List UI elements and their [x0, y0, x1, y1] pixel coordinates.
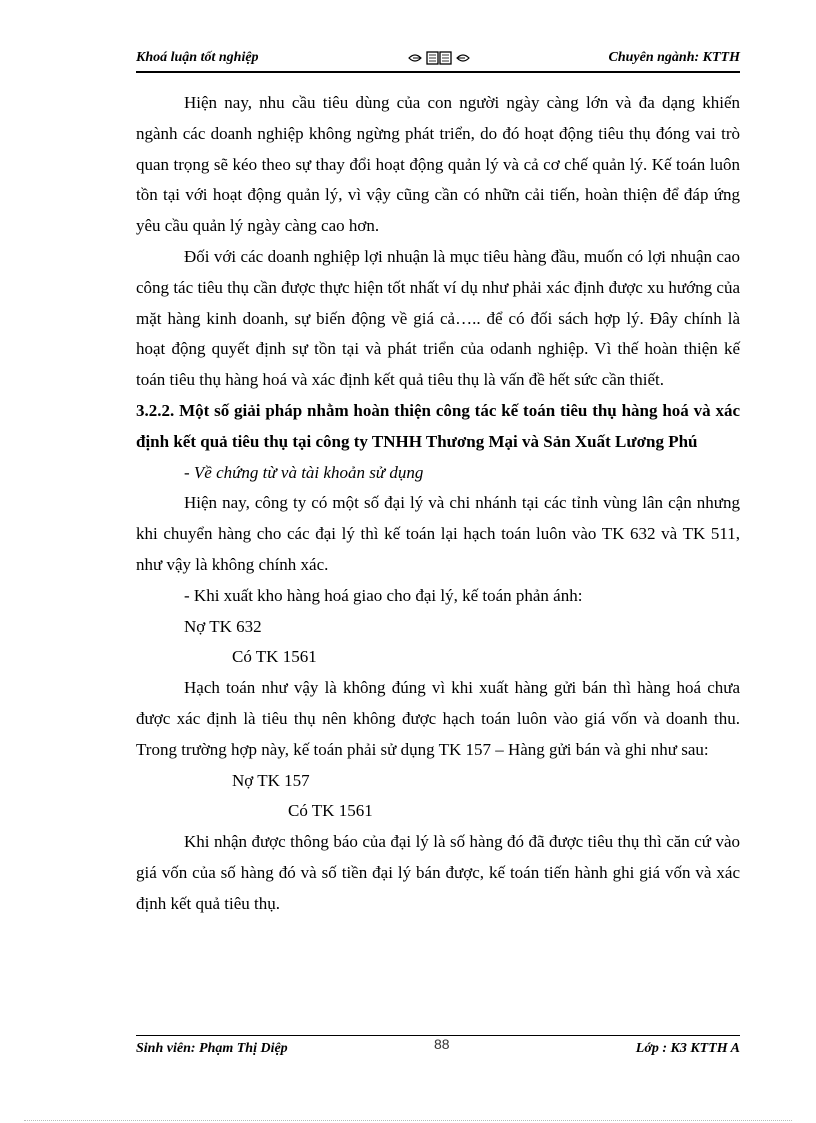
page-header [136, 50, 740, 72]
footer-class: Lớp : K3 KTTH A [635, 1041, 740, 1056]
paragraph-agent-notification: Khi nhận được thông báo của đại lý là số hàng đó đã được tiêu thụ thì căn cứ vào giá vốn của số hàng đó và số tiền đại lý bán được, kế toán tiến hành ghi giá vốn và xác định kết quả tiêu thụ. [136, 832, 740, 913]
footer-student-name: Sinh viên: Phạm Thị Diệp [136, 1041, 288, 1056]
journal-entry-1-debit: Nợ TK 632 [184, 616, 262, 636]
paragraph-correct-accounting: Hạch toán như vậy là không đúng vì khi xuất hàng gửi bán thì hàng hoá chưa được xác định là tiêu thụ nên không được hạch toán luôn vào giá vốn và doanh thu. Trong trường hợp này, kế toán phải sử dụng TK 157 – Hàng gửi bán và ghi như sau: [136, 678, 740, 759]
header-divider [136, 71, 740, 73]
journal-entry-2-debit: Nợ TK 157 [232, 770, 310, 790]
journal-entry-1-credit: Có TK 1561 [232, 647, 317, 667]
section-heading: 3.2.2. Một số giải pháp nhằm hoàn thiện công tác kế toán tiêu thụ hàng hoá và xác định kết quả tiêu thụ tại công ty TNHH Thương Mại và Sản Xuất Lương Phú [136, 400, 740, 451]
paragraph-agents-branches: Hiện nay, công ty có một số đại lý và chi nhánh tại các tỉnh vùng lân cận nhưng khi chuyển hàng cho các đại lý thì kế toán lại hạch toán luôn vào TK 632 và TK 511, như vậy là không chính xác. [136, 493, 740, 574]
subheading-documents-accounts: - Về chứng từ và tài khoản sử dụng [184, 462, 424, 482]
paragraph-export-instruction: - Khi xuất kho hàng hoá giao cho đại lý, kế toán phản ánh: [184, 585, 583, 605]
document-body [136, 88, 740, 920]
header-thesis-title: Khoá luận tốt nghiệp [136, 50, 259, 65]
header-major: Chuyên ngành: KTTH [608, 50, 740, 65]
paragraph-consumer-demand: Hiện nay, nhu cầu tiêu dùng của con người ngày càng lớn và đa dạng khiến ngành các doanh nghiệp không ngừng phát triển, do đó hoạt động tiêu thụ đóng vai trò quan trọng sẽ kéo theo sự thay đổi hoạt động quản lý và cả cơ chế quản lý. Kế toán luôn tồn tại với hoạt động quản lý, vì vậy cũng cần có nhữn cải tiến, hoàn thiện để đáp ứng yêu cầu quản lý ngày càng cao hơn. [136, 93, 740, 236]
book-ornament-icon [407, 49, 471, 67]
page-bottom-border [24, 1120, 792, 1121]
journal-entry-2-credit: Có TK 1561 [288, 801, 373, 821]
paragraph-profit-goal: Đối với các doanh nghiệp lợi nhuận là mục tiêu hàng đầu, muốn có lợi nhuận cao công tác tiêu thụ cần được thực hiện tốt nhất ví dụ như phải xác định được xu hướng của mặt hàng kinh doanh, sự biến động về giá cả….. để có đối sách hợp lý. Đây chính là hoạt động quyết định sự tồn tại và phát triển của odanh nghiệp. Vì thế hoàn thiện kế toán tiêu thụ hàng hoá và xác định kết quả tiêu thụ là vấn đề hết sức cần thiết. [136, 246, 740, 390]
page-number: 88 [434, 1036, 450, 1052]
page-footer [136, 1036, 740, 1063]
